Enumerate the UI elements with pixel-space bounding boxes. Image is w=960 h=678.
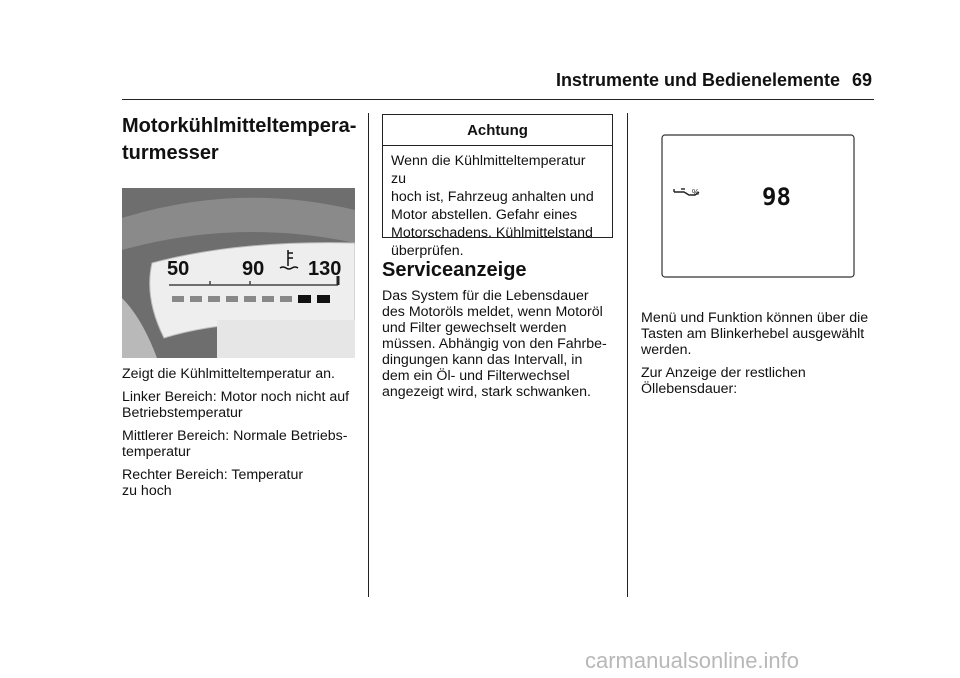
header-title: Instrumente und Bedienelemente	[555, 70, 840, 90]
paragraph-coolant-shown: Zeigt die Kühlmitteltemperatur an.	[122, 366, 335, 382]
gauge-label-50: 50	[167, 258, 190, 280]
oil-life-display-illustration	[661, 134, 855, 278]
service-indicator-text: Das System für die Lebensdauer des Motoröls meldet, wenn Motoröl und Filter gewechselt werden müssen. Abhängig von den Fahrbe- dingungen kann das Intervall, in dem ein Öl- und Filterwechsel angezeigt wird, stark schwanken.	[382, 288, 607, 400]
paragraph-oil-life-display: Zur Anzeige der restlichen Öllebensdauer:	[641, 365, 806, 397]
paragraph-left-zone: Linker Bereich: Motor noch nicht auf Betriebstemperatur	[122, 389, 350, 421]
coolant-gauge-heading: Motorkühlmitteltempera- turmesser	[122, 115, 357, 164]
column-divider-right	[627, 113, 628, 597]
paragraph-middle-zone: Mittlerer Bereich: Normale Betriebs- temperatur	[122, 428, 348, 460]
lower-display-panel	[217, 320, 355, 358]
warning-box	[382, 114, 613, 259]
right-column-text	[641, 310, 881, 404]
column-divider-left	[368, 113, 369, 597]
oil-life-value: 98	[762, 183, 791, 211]
gauge-label-90: 90	[242, 258, 265, 280]
warning-title: Achtung	[383, 115, 612, 146]
watermark: carmanualsonline.info	[585, 648, 800, 673]
gauge-segments	[172, 295, 330, 303]
paragraph-menu-function: Menü und Funktion können über die Tasten am Blinkerhebel ausgewählt werden.	[641, 310, 869, 358]
service-indicator-heading: Serviceanzeige	[382, 259, 527, 281]
page-number: 69	[852, 70, 873, 90]
left-column-text	[122, 366, 362, 506]
warning-text: Wenn die Kühlmitteltemperatur zu hoch ist, Fahrzeug anhalten und Motor abstellen. Gefahr eines Motorschadens. Kühlmittelstand überprüfen.	[391, 153, 594, 259]
display-frame	[662, 135, 854, 277]
paragraph-right-zone: Rechter Bereich: Temperatur zu hoch	[122, 467, 304, 499]
gauge-label-130: 130	[308, 258, 342, 280]
percent-symbol: %	[692, 188, 700, 197]
header-rule	[122, 99, 874, 100]
coolant-gauge-illustration	[122, 188, 355, 358]
